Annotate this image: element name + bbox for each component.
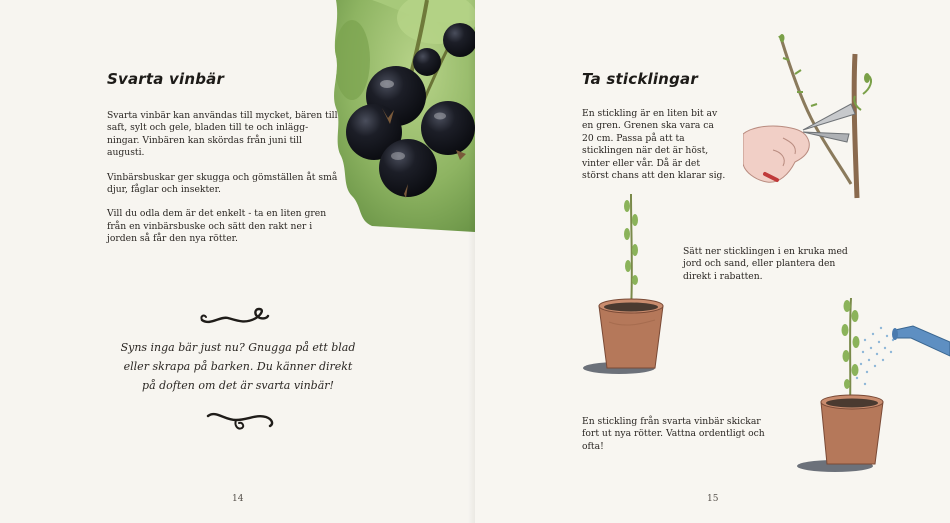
page-number-left: 14 bbox=[232, 494, 244, 504]
pruning-hand-illustration bbox=[743, 34, 893, 204]
paragraph-grow: Vill du odla dem är det enkelt - ta en liten gren från en vinbärsbuske och sätt den rakt ner i jorden så får den nya rötter. bbox=[107, 208, 327, 245]
flourish-top bbox=[198, 306, 270, 328]
right-page bbox=[475, 0, 950, 523]
right-page-heading: Ta sticklingar bbox=[582, 70, 698, 88]
watering-cutting-illustration bbox=[795, 294, 950, 480]
pot-cutting-illustration bbox=[575, 192, 667, 380]
step-water-text: En stickling från svarta vinbär skickar fort ut nya rötter. Vattna ordentligt och ofta! bbox=[582, 416, 765, 452]
flourish-bottom bbox=[204, 408, 276, 432]
left-page-body bbox=[107, 110, 339, 258]
page-number-right: 15 bbox=[707, 494, 719, 504]
cutting-intro: En stickling är en liten bit av en gren. Grenen ska vara ca 20 cm. Passa på att ta sticklingen när det är höst, vinter eller vår. Då är det störst chans att den klarar sig. bbox=[582, 108, 726, 182]
step-pot-text: Sätt ner sticklingen i en kruka med jord och sand, eller plantera den direkt i rabatten. bbox=[683, 246, 848, 282]
paragraph-uses: Svarta vinbär kan användas till mycket, bären till saft, sylt och gele, bladen till te och inlägg-ningar. Vinbären kan skördas från juni till augusti. bbox=[107, 110, 338, 159]
blackcurrant-photo bbox=[332, 0, 475, 232]
tip-quote: Syns inga bär just nu? Gnugga på ett blad eller skrapa på barken. Du känner direkt på doften om det är svarta vinbär! bbox=[120, 341, 356, 392]
left-page-heading: Svarta vinbär bbox=[107, 70, 225, 88]
paragraph-shelter: Vinbärsbuskar ger skugga och gömställen åt små djur, fåglar och insekter. bbox=[107, 171, 338, 196]
